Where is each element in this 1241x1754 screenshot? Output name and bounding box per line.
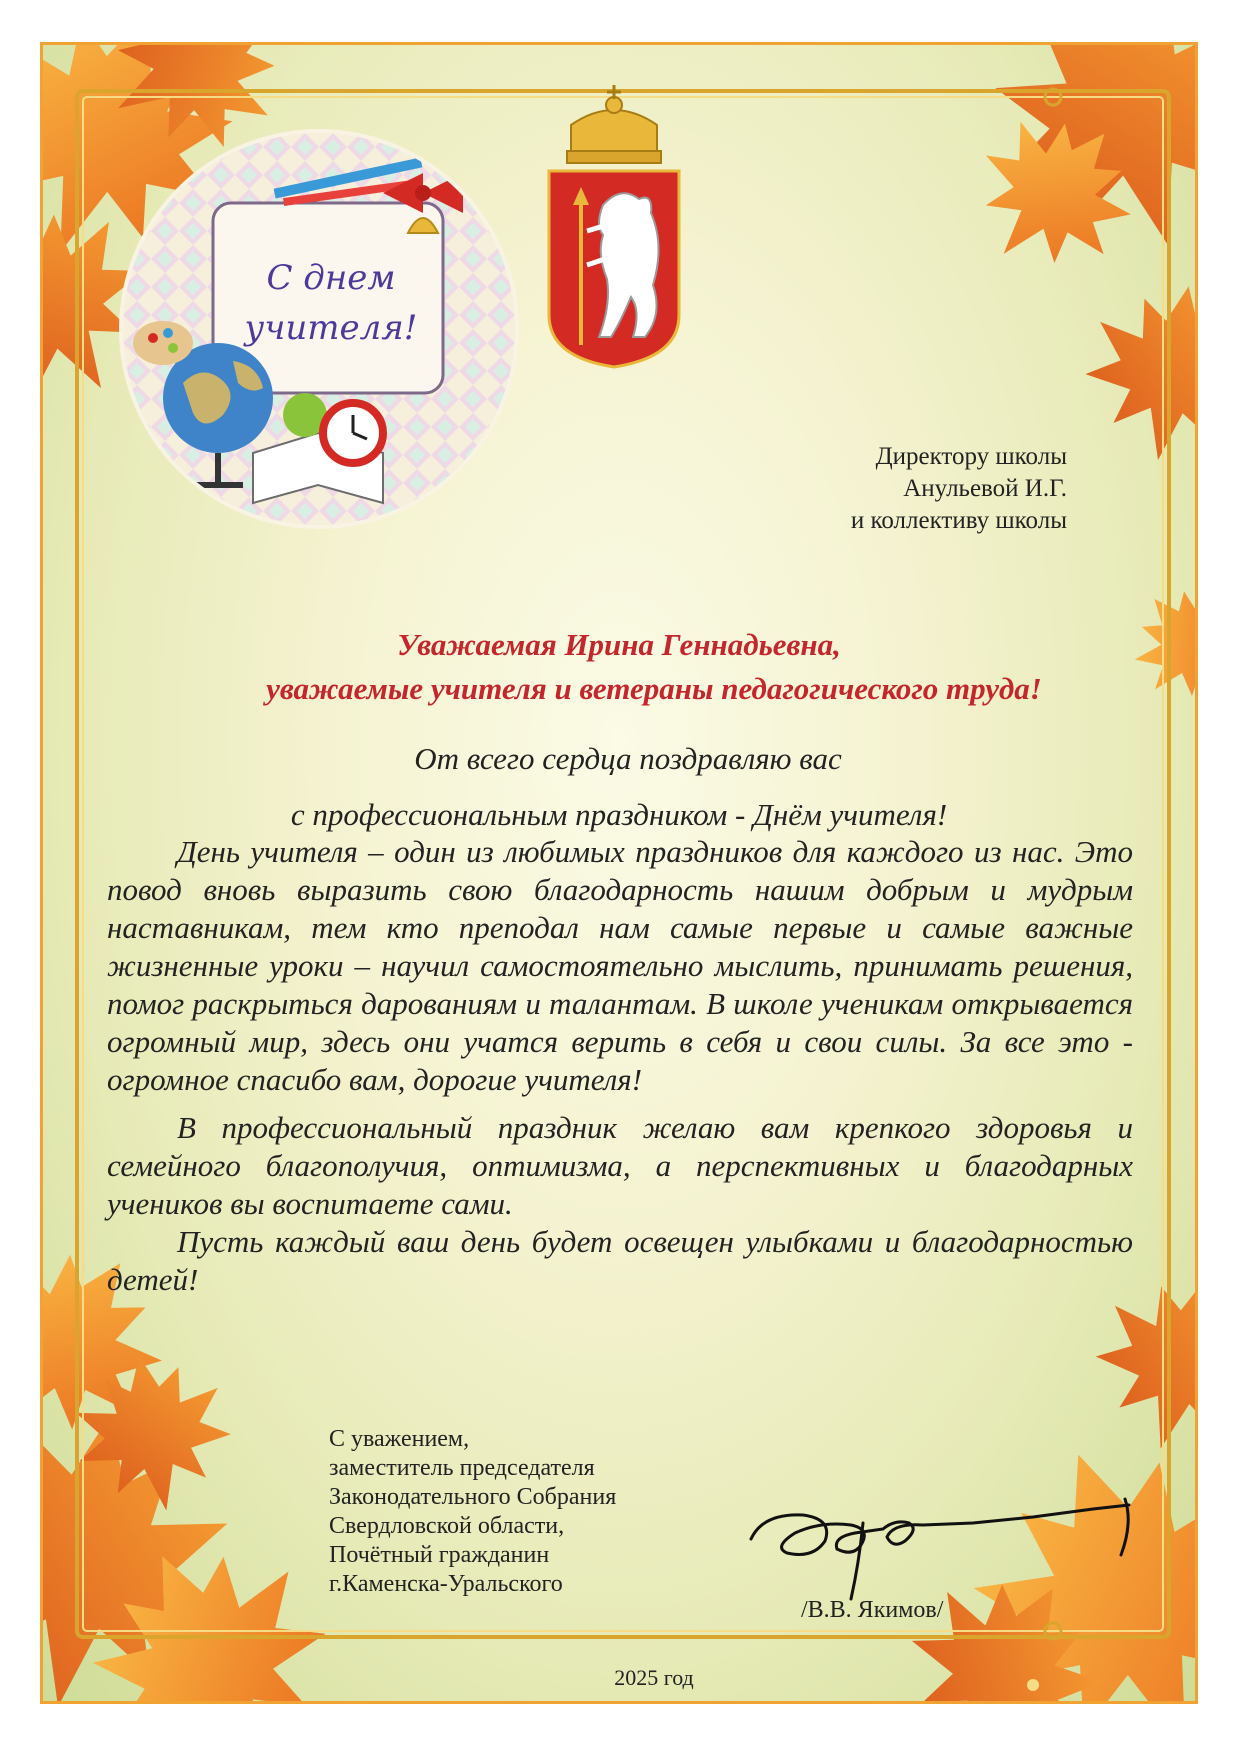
- letter-body: [107, 833, 1133, 1309]
- letter-frame: [40, 42, 1198, 1704]
- intro-line2: с профессиональным праздником - Днём учителя!: [290, 797, 948, 832]
- addressee-line: Директору школы: [875, 443, 1067, 470]
- addressee-line: Анульевой И.Г.: [903, 475, 1067, 502]
- addressee-line: и коллективу школы: [850, 507, 1067, 534]
- intro-line1: От всего сердца поздравляю вас: [414, 741, 842, 776]
- closing-line: С уважением,: [329, 1426, 470, 1452]
- closing-line: Свердловской области,: [329, 1513, 565, 1539]
- teachers-day-badge: [123, 133, 515, 525]
- body-paragraph: В профессиональный праздник желаю вам крепкого здоровья и семейного благополучия, оптимизма, а перспективных и благодарных учеников вы воспитаете сами.: [107, 1110, 1133, 1221]
- closing-line: Почётный гражданин: [329, 1542, 550, 1568]
- greeting-intro: [43, 731, 1195, 843]
- salutation-line1: Уважаемая Ирина Геннадьевна,: [397, 627, 841, 662]
- closing-line: г.Каменска-Уральского: [329, 1571, 563, 1597]
- letter-year: 2025 год: [614, 1665, 694, 1690]
- closing-block: [329, 1425, 616, 1599]
- body-paragraph: Пусть каждый ваш день будет освещен улыбками и благодарностью детей!: [107, 1224, 1133, 1297]
- signer-name: /В.В. Якимов/: [801, 1597, 944, 1623]
- badge-text-line1: С днем: [266, 258, 396, 298]
- salutation: [43, 623, 1195, 711]
- sverdlovsk-coat-of-arms-icon: [541, 75, 687, 379]
- body-paragraph: День учителя – один из любимых праздников для каждого из нас. Это повод вновь выразить свою благодарность нашим добрым и мудрым наставникам, тем кто преподал нам самые первые и самые важные жизненные уроки – научил самостоятельно мыслить, принимать решения, помог раскрыться дарованиям и талантам. В школе ученикам открывается огромный мир, здесь они учатся верить в себя и свои силы. За все это - огромное спасибо вам, дорогие учителя!: [107, 834, 1133, 1097]
- closing-line: заместитель председателя: [329, 1455, 595, 1481]
- handwritten-signature: [733, 1463, 1153, 1603]
- salutation-line2: уважаемые учителя и ветераны педагогического труда!: [266, 671, 1042, 706]
- addressee-block: [851, 441, 1067, 537]
- closing-line: Законодательного Собрания: [329, 1484, 617, 1510]
- badge-text-line2: учителя!: [244, 308, 418, 348]
